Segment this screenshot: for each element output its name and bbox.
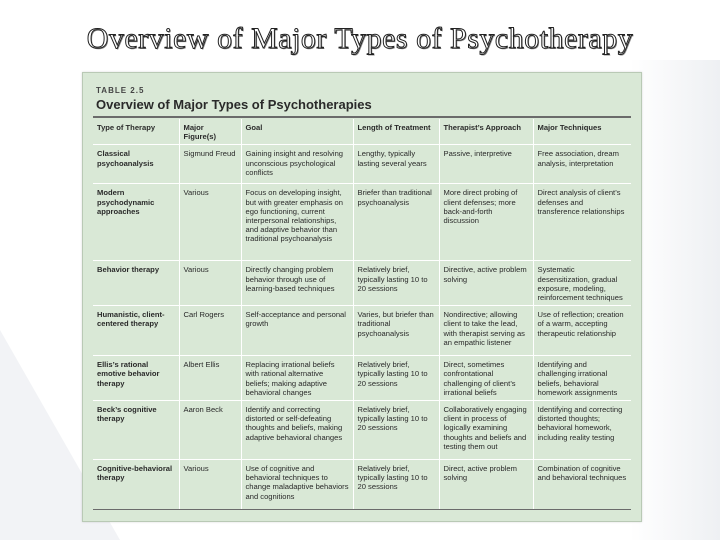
table-top-rule	[93, 116, 631, 118]
cell-figure: Various	[179, 261, 241, 306]
cell-length: Relatively brief, typically lasting 10 to 20 sessions	[353, 460, 439, 510]
table-number: TABLE 2.5	[96, 86, 145, 95]
cell-length: Relatively brief, typically lasting 10 to 20 sessions	[353, 401, 439, 460]
table-row	[93, 145, 631, 184]
table-image	[82, 72, 642, 522]
header-type-of-therapy: Type of Therapy	[93, 119, 179, 145]
cell-goal: Self-acceptance and personal growth	[241, 306, 353, 356]
cell-figure: Sigmund Freud	[179, 145, 241, 184]
cell-goal: Identify and correcting distorted or self-defeating thoughts and beliefs, making adaptive behavioral changes	[241, 401, 353, 460]
cell-type: Cognitive-behavioral therapy	[93, 460, 179, 510]
table-caption: Overview of Major Types of Psychotherapies	[96, 97, 372, 112]
cell-techniques: Identifying and correcting distorted thoughts; behavioral homework, including reality testing	[533, 401, 631, 460]
psychotherapy-table	[93, 119, 631, 510]
cell-approach: Nondirective; allowing client to take the lead, with therapist serving as an empathic listener	[439, 306, 533, 356]
slide-decoration-right	[630, 60, 720, 540]
cell-type: Modern psychodynamic approaches	[93, 184, 179, 261]
table-row	[93, 356, 631, 401]
table-bottom-rule	[93, 509, 631, 510]
cell-type: Ellis’s rational emotive behavior therapy	[93, 356, 179, 401]
cell-figure: Albert Ellis	[179, 356, 241, 401]
cell-techniques: Identifying and challenging irrational beliefs, behavioral homework assignments	[533, 356, 631, 401]
cell-approach: Passive, interpretive	[439, 145, 533, 184]
cell-length: Lengthy, typically lasting several years	[353, 145, 439, 184]
table-row	[93, 460, 631, 510]
cell-length: Varies, but briefer than traditional psychoanalysis	[353, 306, 439, 356]
slide-title: Overview of Major Types of Psychotherapy	[86, 22, 634, 55]
cell-approach: Directive, active problem solving	[439, 261, 533, 306]
cell-techniques: Combination of cognitive and behavioral techniques	[533, 460, 631, 510]
cell-length: Relatively brief, typically lasting 10 to 20 sessions	[353, 356, 439, 401]
cell-approach: Direct, sometimes confrontational challenging of client’s irrational beliefs	[439, 356, 533, 401]
header-goal: Goal	[241, 119, 353, 145]
header-major-figures: Major Figure(s)	[179, 119, 241, 145]
cell-figure: Aaron Beck	[179, 401, 241, 460]
cell-length: Relatively brief, typically lasting 10 to 20 sessions	[353, 261, 439, 306]
header-length-of-treatment: Length of Treatment	[353, 119, 439, 145]
table-row	[93, 184, 631, 261]
cell-techniques: Use of reflection; creation of a warm, accepting therapeutic relationship	[533, 306, 631, 356]
header-major-techniques: Major Techniques	[533, 119, 631, 145]
cell-techniques: Direct analysis of client’s defenses and transference relationships	[533, 184, 631, 261]
cell-goal: Gaining insight and resolving unconscious psychological conflicts	[241, 145, 353, 184]
table-row	[93, 306, 631, 356]
header-therapists-approach: Therapist’s Approach	[439, 119, 533, 145]
cell-type: Classical psychoanalysis	[93, 145, 179, 184]
cell-goal: Focus on developing insight, but with greater emphasis on ego functioning, current interpersonal relationships, and adaptive behavior than traditional psychoanalysis	[241, 184, 353, 261]
cell-figure: Various	[179, 184, 241, 261]
table-header-row	[93, 119, 631, 145]
table-row	[93, 401, 631, 460]
cell-techniques: Free association, dream analysis, interpretation	[533, 145, 631, 184]
cell-type: Humanistic, client-centered therapy	[93, 306, 179, 356]
cell-goal: Replacing irrational beliefs with rational alternative beliefs; making adaptive behavioral changes	[241, 356, 353, 401]
cell-type: Behavior therapy	[93, 261, 179, 306]
cell-approach: More direct probing of client defenses; more back-and-forth discussion	[439, 184, 533, 261]
cell-type: Beck’s cognitive therapy	[93, 401, 179, 460]
cell-goal: Use of cognitive and behavioral techniques to change maladaptive behaviors and cognitions	[241, 460, 353, 510]
cell-approach: Collaboratively engaging client in process of logically examining thoughts and beliefs and testing them out	[439, 401, 533, 460]
cell-figure: Carl Rogers	[179, 306, 241, 356]
cell-techniques: Systematic desensitization, gradual exposure, modeling, reinforcement techniques	[533, 261, 631, 306]
table-row	[93, 261, 631, 306]
cell-figure: Various	[179, 460, 241, 510]
cell-length: Briefer than traditional psychoanalysis	[353, 184, 439, 261]
cell-goal: Directly changing problem behavior through use of learning-based techniques	[241, 261, 353, 306]
cell-approach: Direct, active problem solving	[439, 460, 533, 510]
